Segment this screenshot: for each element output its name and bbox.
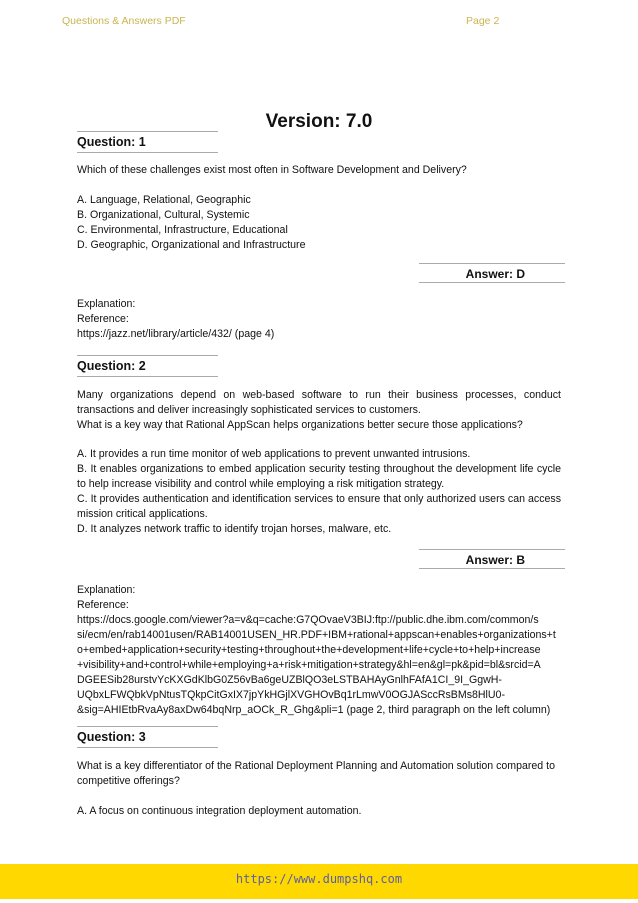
footer-bar [0, 864, 638, 899]
question-2-stem [77, 388, 561, 433]
header-page-number: Page 2 [466, 15, 500, 27]
question-1-answer: Answer: D [419, 263, 565, 283]
version-heading: Version: 7.0 [265, 111, 373, 132]
reference-label: Reference: [77, 313, 129, 325]
question-3-options [77, 804, 561, 819]
question-2-stem-question: What is a key way that Rational AppScan helps organizations better secure those applications? [77, 419, 523, 431]
option-c: C. Environmental, Infrastructure, Educational [77, 224, 288, 236]
question-2-options [77, 447, 561, 537]
reference-link-line[interactable]: o+embed+application+security+testing+throughout+the+development+life+cycle+to+help+increase [77, 644, 541, 656]
question-3-stem: What is a key differentiator of the Rational Deployment Planning and Automation solution compared to competitive offerings? [77, 760, 555, 787]
reference-link-line[interactable]: DGEESib28urstvYcKXGdKlbG0Z56vBa6geUZBlQO3eLSTBAHAyGnlhFAfA1CI_9I_GgwH- [77, 674, 502, 686]
reference-link[interactable]: https://jazz.net/library/article/432/ (page 4) [77, 328, 275, 340]
option-a: A. A focus on continuous integration deployment automation. [77, 805, 362, 817]
option-d: D. Geographic, Organizational and Infrastructure [77, 239, 306, 251]
question-2-answer: Answer: B [419, 549, 565, 569]
footer-link[interactable]: https://www.dumpshq.com [235, 872, 403, 886]
question-1-stem: Which of these challenges exist most often in Software Development and Delivery? [77, 164, 467, 176]
reference-link-line[interactable]: si/ecm/en/rab14001usen/RAB14001USEN_HR.PDF+IBM+rational+appscan+enables+organizations+t [77, 629, 556, 641]
question-1-explanation [77, 297, 561, 342]
option-d: D. It analyzes network traffic to identify trojan horses, malware, etc. [77, 523, 392, 535]
question-2-title: Question: 2 [77, 355, 218, 377]
reference-label: Reference: [77, 599, 129, 611]
option-b: B. It enables organizations to embed application security testing throughout the development life cycle to help increase visibility and control while employing a risk mitigation strategy. [77, 463, 561, 490]
option-b: B. Organizational, Cultural, Systemic [77, 209, 250, 221]
question-1-title: Question: 1 [77, 131, 218, 153]
option-a: A. It provides a run time monitor of web applications to prevent unwanted intrusions. [77, 448, 471, 460]
explanation-label: Explanation: [77, 298, 136, 310]
option-a: A. Language, Relational, Geographic [77, 194, 251, 206]
reference-link-line[interactable]: &sig=AHIEtbRvaAy8axDw64bqNrp_aOCk_R_Ghg&pli=1 (page 2, third paragraph on the left column) [77, 704, 551, 716]
header-title: Questions & Answers PDF [62, 15, 186, 27]
question-2-stem-text: Many organizations depend on web-based software to run their business processes, conduct transactions and deliver increasingly sophisticated services to customers. [77, 389, 561, 416]
question-2-explanation [77, 583, 561, 718]
reference-link-line[interactable]: https://docs.google.com/viewer?a=v&q=cache:G7QOvaeV3BIJ:ftp://public.dhe.ibm.com/common/s [77, 614, 539, 626]
option-c: C. It provides authentication and identification services to ensure that only authorized users can access mission critical applications. [77, 493, 561, 520]
reference-link-line[interactable]: UQbxLFWQbkVpNtusTQkpCitGxIX7jpYkHGjlXVGHOvBq1rLmwV0OGJAScсRsBMs8HlU0- [77, 689, 505, 701]
explanation-label: Explanation: [77, 584, 136, 596]
reference-link-line[interactable]: +visibility+and+control+while+employing+a+risk+mitigation+strategy&hl=en&gl=pk&pid=bl&srcid=A [77, 659, 541, 671]
question-1-options [77, 193, 561, 253]
question-3-title: Question: 3 [77, 726, 218, 748]
